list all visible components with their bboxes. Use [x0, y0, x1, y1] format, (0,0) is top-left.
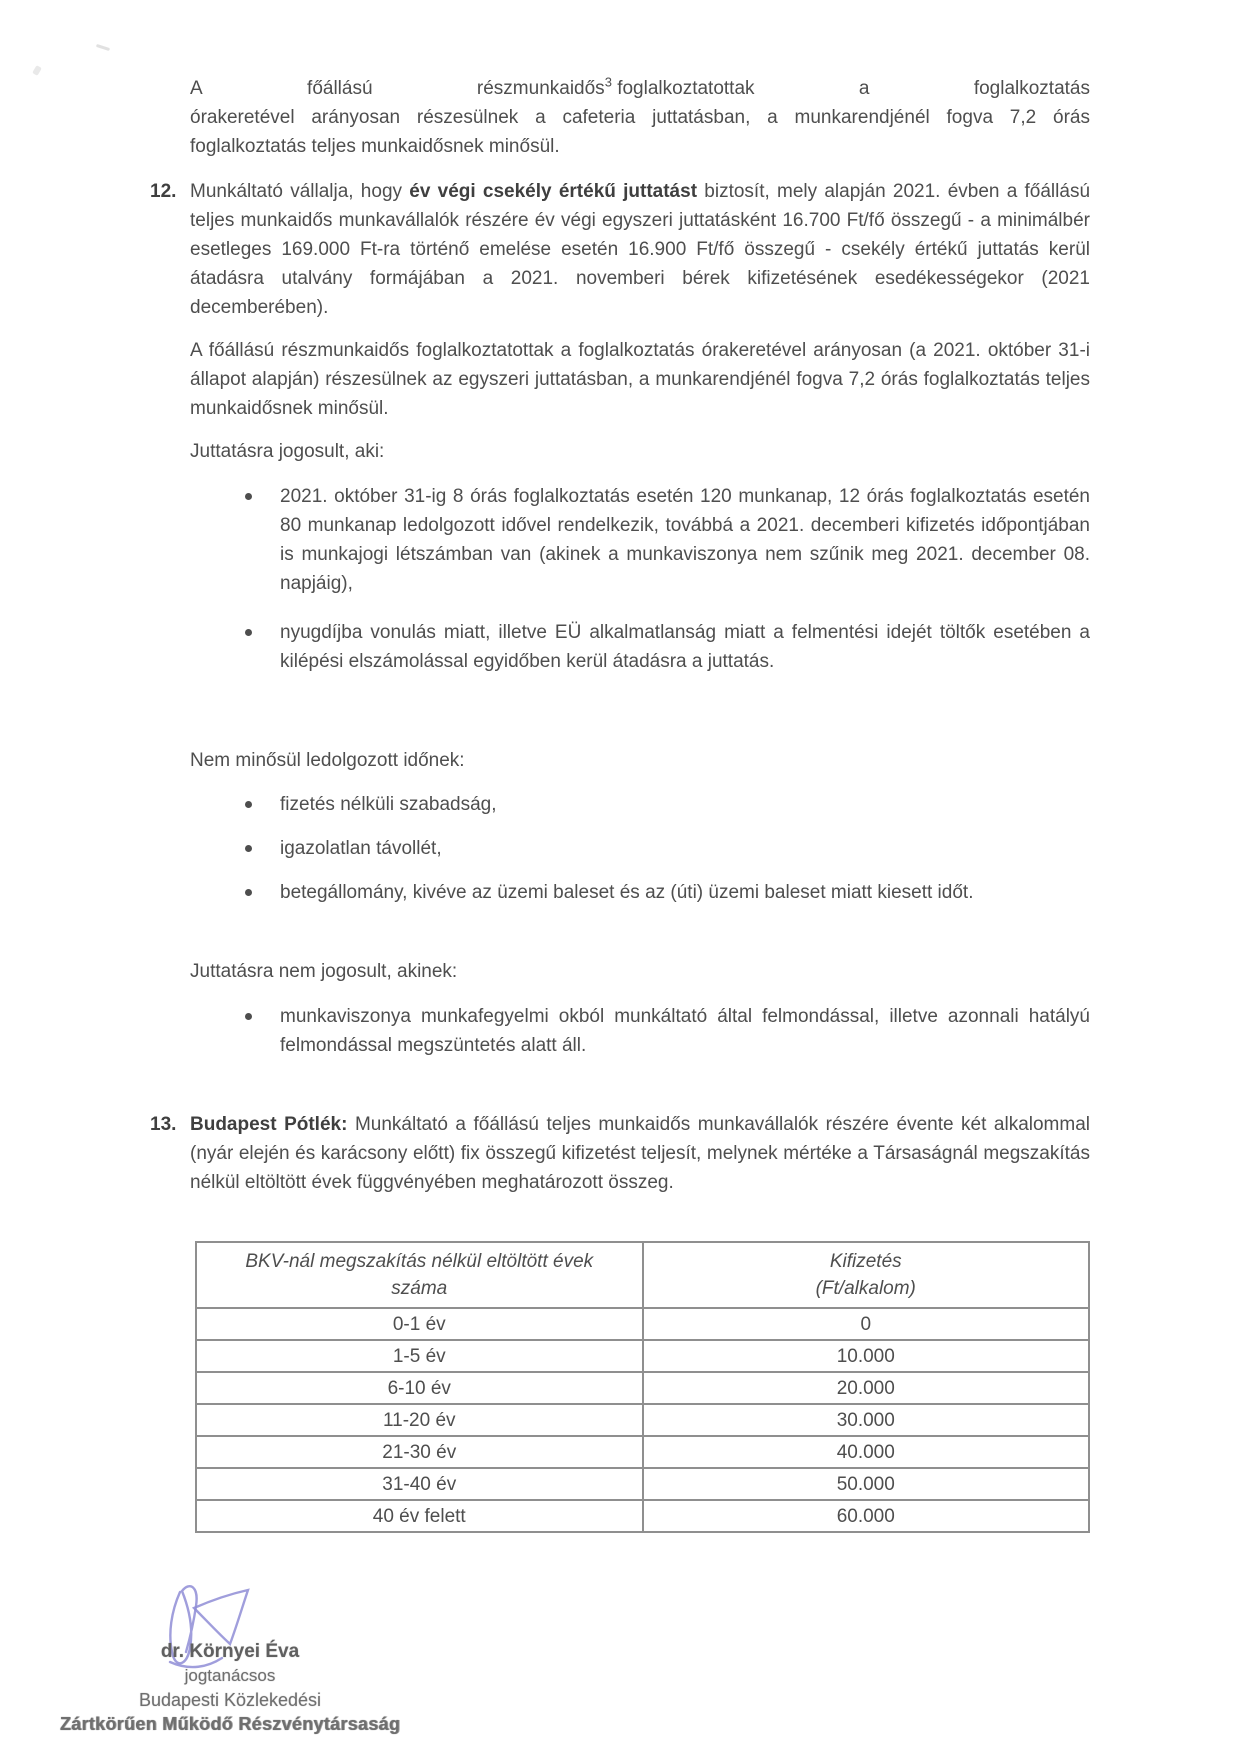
document-body [150, 74, 1090, 1533]
item-13-number: 13. [150, 1114, 177, 1135]
legal-counsel-stamp [30, 1640, 430, 1736]
scan-artifact [32, 65, 42, 76]
table-row [196, 1500, 1089, 1532]
intro-word: részmunkaidős [476, 78, 605, 99]
years-cell: 11-20 év [196, 1404, 643, 1436]
not-worked-bullet-3 [240, 878, 1090, 907]
not-worked-bullet-2 [240, 834, 1090, 863]
not-worked-bullet-1 [240, 790, 1090, 819]
item-12-bold-phrase: év végi csekély értékű juttatást [409, 181, 698, 202]
footnote-marker: 3 [604, 74, 612, 90]
bullet-text: betegállomány, kivéve az üzemi baleset és az (úti) üzemi baleset miatt kiesett időt. [280, 882, 974, 903]
amount-cell: 30.000 [643, 1404, 1090, 1436]
stamp-name: dr. Környei Éva [160, 1641, 300, 1662]
item-12 [150, 177, 1090, 322]
table-header-payment: Kifizetés (Ft/alkalom) [643, 1242, 1090, 1308]
eligible-bullet-1 [240, 482, 1090, 598]
table-row [196, 1468, 1089, 1500]
amount-cell: 50.000 [643, 1468, 1090, 1500]
intro-word: foglalkoztatás [973, 78, 1090, 99]
years-cell: 21-30 év [196, 1436, 643, 1468]
years-cell: 40 év felett [196, 1500, 643, 1532]
item-12-number: 12. [150, 181, 177, 202]
years-cell: 0-1 év [196, 1308, 643, 1340]
eligible-heading: Juttatásra jogosult, aki: [190, 441, 385, 462]
item-12-text: Munkáltató vállalja, hogy év végi csekély értékű juttatást biztosít, mely alapján 2021. évben a főállású teljes munkaidős munkavállalók részére év végi egyszeri juttatásként 16.700 Ft/fő összegű - a minimálbér esetleges 169.000 Ft-ra történő emelése esetén 16.900 Ft/fő összegű - csekély értékű juttatás kerül átadásra utalvány formájában a 2021. novemberi bérek kifizetésének esedékességekor (2021 decemberében). [190, 181, 1091, 318]
intro-word: főállású [307, 78, 373, 99]
intro-word: foglalkoztatottak [617, 78, 755, 99]
table-row [196, 1404, 1089, 1436]
item-12-subparagraph: A főállású részmunkaidős foglalkoztatottak a foglalkoztatás órakeretével arányosan (a 2021. október 31-i állapot alapján) részesülnek az egyszeri juttatásban, a munkarendjénél fogva 7,2 órás foglalkoztatás teljes munkaidősnek minősül. [190, 340, 1090, 419]
intro-paragraph [150, 74, 1090, 161]
intro-word: A [190, 78, 203, 99]
table-row [196, 1372, 1089, 1404]
item-13-text: Budapest Pótlék: Munkáltató a főállású teljes munkaidős munkavállalók részére évente két alkalommal (nyár elején és karácsony előtt) fix összegű kifizetést teljesít, melynek mértéke a Társaságnál megszakítás nélkül eltöltött évek függvényében meghatározott összeg. [190, 1114, 1090, 1193]
stamp-org-line2: Zártkörűen Működő Részvénytársaság [59, 1714, 401, 1734]
amount-cell: 20.000 [643, 1372, 1090, 1404]
intro-word: a [858, 78, 870, 99]
years-cell: 1-5 év [196, 1340, 643, 1372]
bullet-text: munkaviszonya munkafegyelmi okból munkáltató által felmondással, illetve azonnali hatályú felmondással megszüntetés alatt áll. [280, 1006, 1090, 1056]
not-worked-heading: Nem minősül ledolgozott időnek: [190, 750, 465, 771]
bullet-text: nyugdíjba vonulás miatt, illetve EÜ alkalmatlanság miatt a felmentési idejét töltők esetében a kilépési elszámolással egyidőben kerül átadásra a juttatás. [280, 622, 1090, 672]
intro-word-with-footnote [477, 74, 755, 103]
table-header-years: BKV-nál megszakítás nélkül eltöltött évek száma [196, 1242, 643, 1308]
table-row [196, 1436, 1089, 1468]
intro-paragraph-rest: órakeretével arányosan részesülnek a cafeteria juttatásban, a munkarendjénél fogva 7,2 órás foglalkoztatás teljes munkaidősnek minősül. [190, 107, 1090, 157]
stamp-org-line1: Budapesti Közlekedési [138, 1690, 322, 1710]
amount-cell: 60.000 [643, 1500, 1090, 1532]
stamp-title: jogtanácsos [184, 1666, 276, 1685]
eligible-bullet-2 [240, 618, 1090, 676]
table-header-row [196, 1242, 1089, 1308]
amount-cell: 0 [643, 1308, 1090, 1340]
bullet-text: 2021. október 31-ig 8 órás foglalkoztatás esetén 120 munkanap, 12 órás foglalkoztatás esetén 80 munkanap ledolgozott idővel rendelkezik, továbbá a 2021. decemberi kifizetés időpontjában is munkajogi létszámban van (akinek a munkaviszonya nem szűnik meg 2021. december 08. napjáig), [280, 486, 1090, 594]
years-cell: 6-10 év [196, 1372, 643, 1404]
bullet-text: fizetés nélküli szabadság, [280, 794, 497, 815]
amount-cell: 40.000 [643, 1436, 1090, 1468]
item-13 [150, 1110, 1090, 1197]
bullet-text: igazolatlan távollét, [280, 838, 442, 859]
payout-table [195, 1241, 1090, 1533]
not-eligible-bullet-1 [240, 1002, 1090, 1060]
not-eligible-heading: Juttatásra nem jogosult, akinek: [190, 961, 458, 982]
years-cell: 31-40 év [196, 1468, 643, 1500]
item-13-bold-phrase: Budapest Pótlék: [190, 1114, 348, 1135]
table-row [196, 1308, 1089, 1340]
scan-artifact [96, 44, 110, 51]
amount-cell: 10.000 [643, 1340, 1090, 1372]
intro-line1 [190, 74, 1090, 103]
table-row [196, 1340, 1089, 1372]
